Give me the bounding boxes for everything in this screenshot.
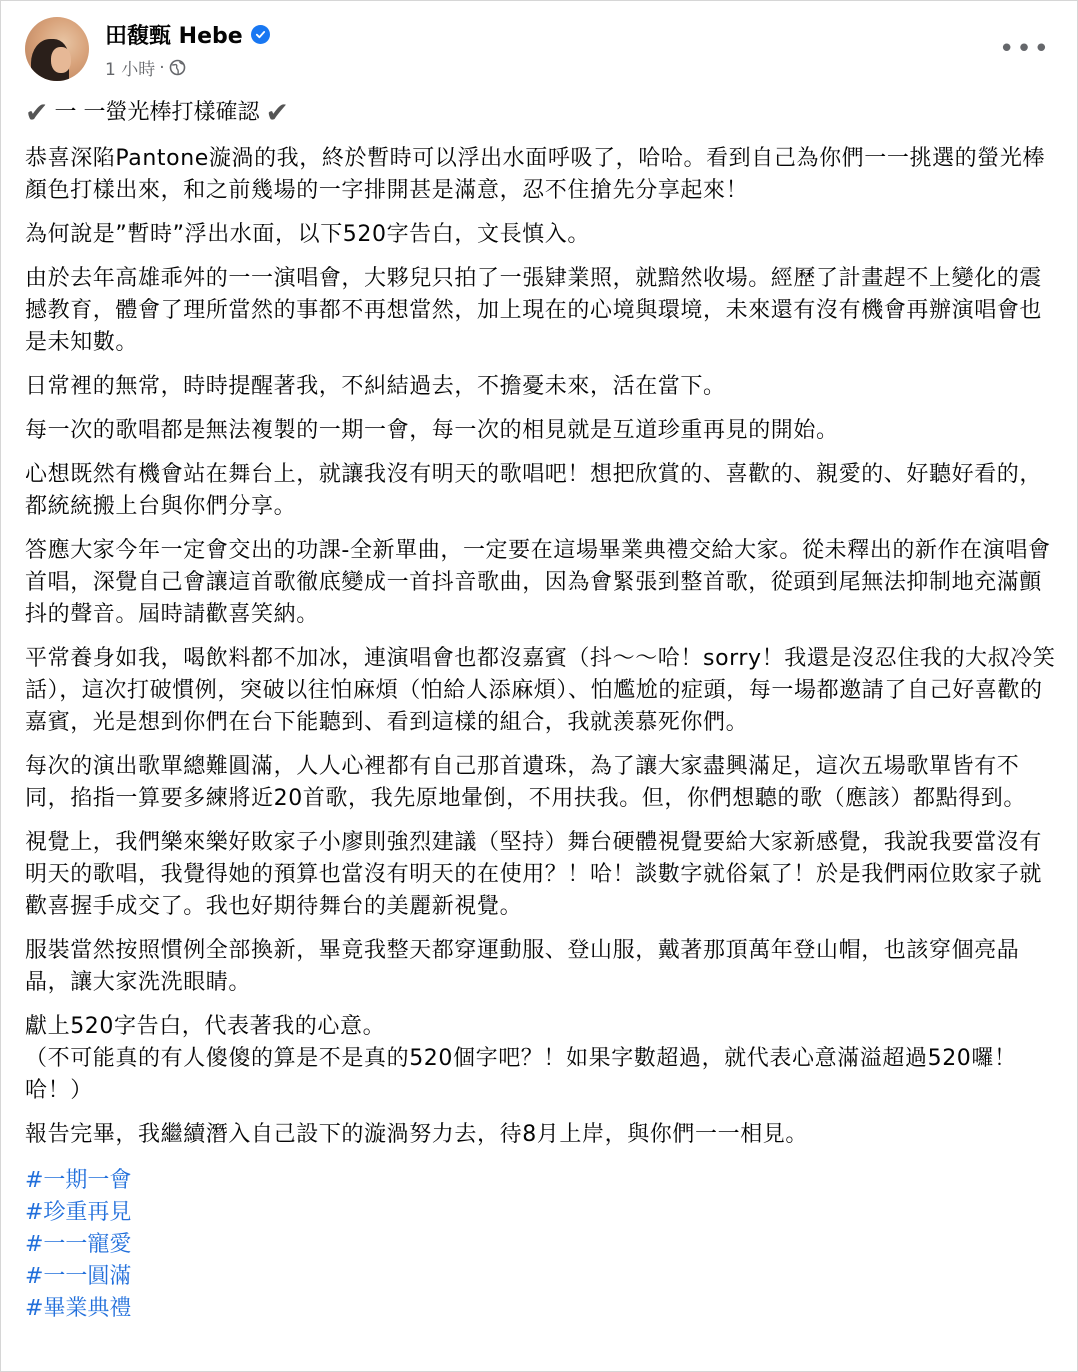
- hashtag-link[interactable]: #畢業典禮: [25, 1296, 132, 1321]
- post-paragraph: 由於去年高雄乖舛的一一演唱會，大夥兒只拍了一張肄業照，就黯然收場。經歷了計畫趕不上變化的震撼教育，體會了理所當然的事都不再想當然，加上現在的心境與環境，未來還有沒有機會再辦演唱會也是未知數。: [25, 266, 1043, 355]
- check-mark-icon: ✔: [25, 96, 49, 129]
- hashtag-link[interactable]: #一一寵愛: [25, 1232, 132, 1257]
- author-name-row: [105, 19, 270, 50]
- post-paragraph: 服裝當然按照慣例全部換新，畢竟我整天都穿運動服、登山服，戴著那頂萬年登山帽，也該穿個亮晶晶，讓大家洗洗眼睛。: [25, 938, 1020, 995]
- post-paragraph: 恭喜深陷Pantone漩渦的我，終於暫時可以浮出水面呼吸了，哈哈。看到自己為你們一一挑選的螢光棒顏色打樣出來，和之前幾場的一字排開甚是滿意，忍不住搶先分享起來！: [25, 146, 1046, 203]
- post-paragraph: 平常養身如我，喝飲料都不加冰，連演唱會也都沒嘉賓（抖～～哈！sorry！我還是沒忍住我的大叔冷笑話），這次打破慣例，突破以往怕麻煩（怕給人添麻煩）、怕尷尬的症頭，每一場都邀請了自己好喜歡的嘉賓，光是想到你們在台下能聽到、看到這樣的組合，我就羡慕死你們。: [25, 646, 1056, 735]
- post-paragraph: 每一次的歌唱都是無法複製的一期一會，每一次的相見就是互道珍重再見的開始。: [25, 418, 839, 443]
- post-meta: [105, 55, 186, 80]
- post-paragraph: 視覺上，我們樂來樂好敗家子小廖則強烈建議（堅持）舞台硬體視覺要給大家新感覺，我說我要當沒有明天的歌唱，我覺得她的預算也當沒有明天的在使用？！哈！談數字就俗氣了！於是我們兩位敗家子就歡喜握手成交了。我也好期待舞台的美麗新視覺。: [25, 830, 1043, 919]
- author-name[interactable]: 田馥甄 Hebe: [105, 24, 243, 49]
- hashtag-link[interactable]: #珍重再見: [25, 1200, 132, 1225]
- hashtag-list: [25, 1165, 1057, 1325]
- post-body: [25, 93, 1057, 1325]
- check-mark-icon: ✔: [265, 96, 289, 129]
- more-options-button[interactable]: [999, 31, 1052, 67]
- post-title-line: [25, 93, 1057, 133]
- meta-separator: ·: [159, 57, 165, 78]
- post-header: [25, 17, 1053, 85]
- closing-paragraph: 報告完畢，我繼續潛入自己設下的漩渦努力去，待8月上岸，與你們一一相見。: [25, 1122, 808, 1147]
- post-title: 一 一螢光棒打樣確認: [54, 100, 260, 125]
- verified-badge-icon: [251, 25, 270, 44]
- author-avatar[interactable]: [25, 17, 89, 81]
- post-paragraph: 日常裡的無常，時時提醒著我，不糾結過去，不擔憂未來，活在當下。: [25, 374, 726, 399]
- hashtag-link[interactable]: #一一圓滿: [25, 1264, 132, 1289]
- confession-note: （不可能真的有人傻傻的算是不是真的520個字吧？！如果字數超過，就代表心意滿溢超過520囉！哈！）: [25, 1046, 1017, 1103]
- post-paragraph: 心想既然有機會站在舞台上，就讓我沒有明天的歌唱吧！想把欣賞的、喜歡的、親愛的、好聽好看的，都統統搬上台與你們分享。: [25, 462, 1043, 519]
- confession-line: 獻上520字告白，代表著我的心意。: [25, 1014, 386, 1039]
- avatar-face: [51, 47, 71, 73]
- hashtag-link[interactable]: #一期一會: [25, 1168, 132, 1193]
- globe-icon[interactable]: [169, 59, 186, 76]
- post-paragraph: 為何說是”暫時”浮出水面，以下520字告白，文長慎入。: [25, 222, 590, 247]
- post-paragraph: 每次的演出歌單總難圓滿，人人心裡都有自己那首遺珠，為了讓大家盡興滿足，這次五場歌單皆有不同，掐指一算要多練將近20首歌，我先原地暈倒，不用扶我。但，你們想聽的歌（應該）都點得到。: [25, 754, 1026, 811]
- post-paragraph: 答應大家今年一定會交出的功課-全新單曲，一定要在這場畢業典禮交給大家。從未釋出的新作在演唱會首唱，深覺自己會讓這首歌徹底變成一首抖音歌曲，因為會緊張到整首歌，從頭到尾無法抑制地充滿顫抖的聲音。屆時請歡喜笑納。: [25, 538, 1051, 627]
- post-timestamp[interactable]: 1 小時: [105, 60, 156, 80]
- more-options-icon: •••: [999, 34, 1052, 64]
